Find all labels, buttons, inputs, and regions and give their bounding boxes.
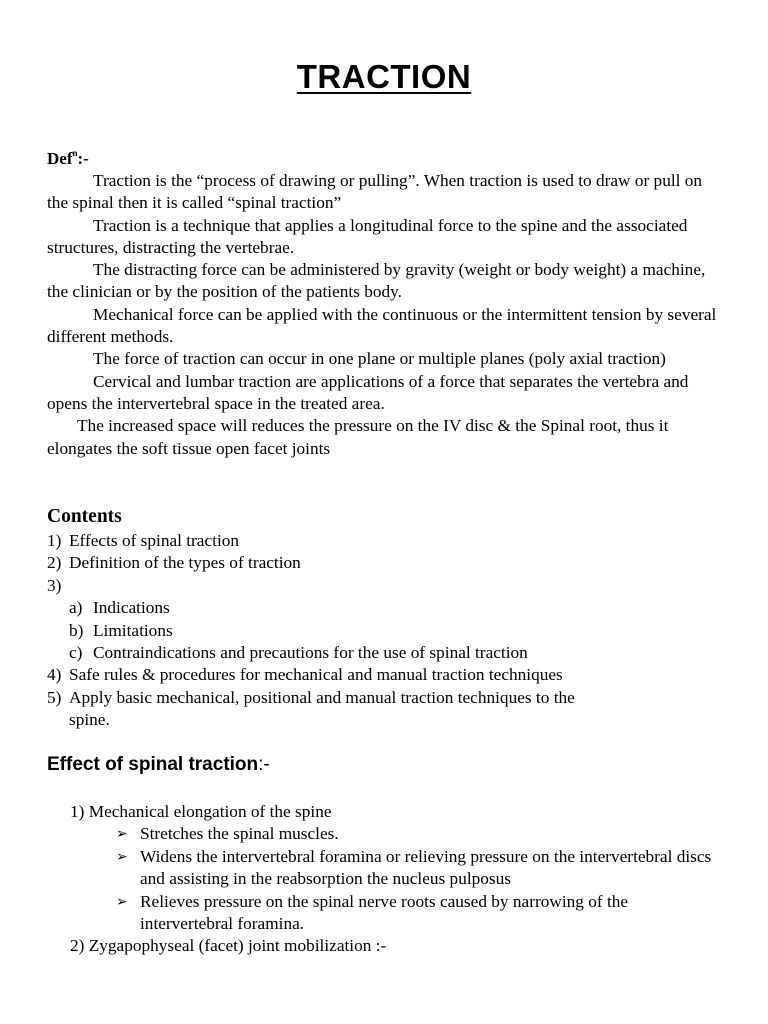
list-item: 5) Apply basic mechanical, positional and manual traction techniques to the: [47, 687, 575, 707]
page-title: [0, 58, 768, 96]
effect-bullets: [70, 823, 720, 935]
list-sub-item: a) Indications: [69, 598, 170, 618]
list-item: 3): [47, 575, 62, 595]
definition-label-main: Def: [47, 149, 73, 168]
title-text: TRACTION: [296, 58, 472, 95]
bullet-item: ➢ Stretches the spinal muscles.: [116, 823, 720, 845]
arrowhead-bullet-icon: ➢: [116, 826, 128, 843]
definition-label: [47, 148, 89, 169]
list-item: 1) Effects of spinal traction: [47, 531, 240, 550]
definition-label-suffix: :-: [77, 149, 89, 168]
effect-item-2: 2) Zygapophyseal (facet) joint mobilization :-: [70, 936, 387, 956]
arrowhead-bullet-icon: ➢: [116, 848, 128, 865]
list-item-continuation: spine.: [69, 710, 110, 730]
definition-paragraph-7: The increased space will reduces the pressure on the IV disc & the Spinal root, thus it elongates the soft tissue open facet joints: [47, 416, 669, 458]
definition-paragraph-2: Traction is a technique that applies a longitudinal force to the spine and the associated structures, distracting the vertebrae.: [47, 215, 688, 257]
list-item: 4) Safe rules & procedures for mechanical and manual traction techniques: [47, 665, 563, 685]
definition-paragraph-5: The force of traction can occur in one plane or multiple planes (poly axial traction): [93, 349, 666, 369]
contents-heading: Contents: [47, 506, 122, 527]
definition-paragraph-6: Cervical and lumbar traction are applications of a force that separates the vertebra and opens the intervertebral space in the treated area.: [47, 371, 689, 413]
bullet-item: ➢ Widens the intervertebral foramina or relieving pressure on the intervertebral discs and assisting in the reabsorption the nucleus pulposus: [116, 846, 712, 889]
arrowhead-bullet-icon: ➢: [116, 893, 128, 910]
effect-item-1: 1) Mechanical elongation of the spine: [70, 802, 332, 821]
bullet-item: ➢ Relieves pressure on the spinal nerve roots caused by narrowing of the intervertebral foramina.: [116, 891, 629, 934]
definition-label-superscript: n: [72, 148, 78, 158]
definition-paragraph-1: Traction is the “process of drawing or pulling”. When traction is used to draw or pull on the spinal then it is called “spinal traction”: [47, 171, 703, 213]
definition-paragraph-3: The distracting force can be administered by gravity (weight or body weight) a machine, the clinician or by the position of the patients body.: [47, 260, 706, 302]
definition-paragraph-4: Mechanical force can be applied with the continuous or the intermittent tension by several different methods.: [47, 304, 717, 347]
list-item: 2) Definition of the types of traction: [47, 553, 301, 573]
effects-list: [70, 801, 720, 958]
effects-heading: Effect of spinal traction:-: [47, 754, 270, 775]
list-sub-item: b) Limitations: [69, 620, 173, 640]
contents-list: [47, 530, 721, 732]
list-sub-item: c) Contraindications and precautions for the use of spinal traction: [69, 643, 528, 663]
definition-body: [47, 170, 721, 460]
